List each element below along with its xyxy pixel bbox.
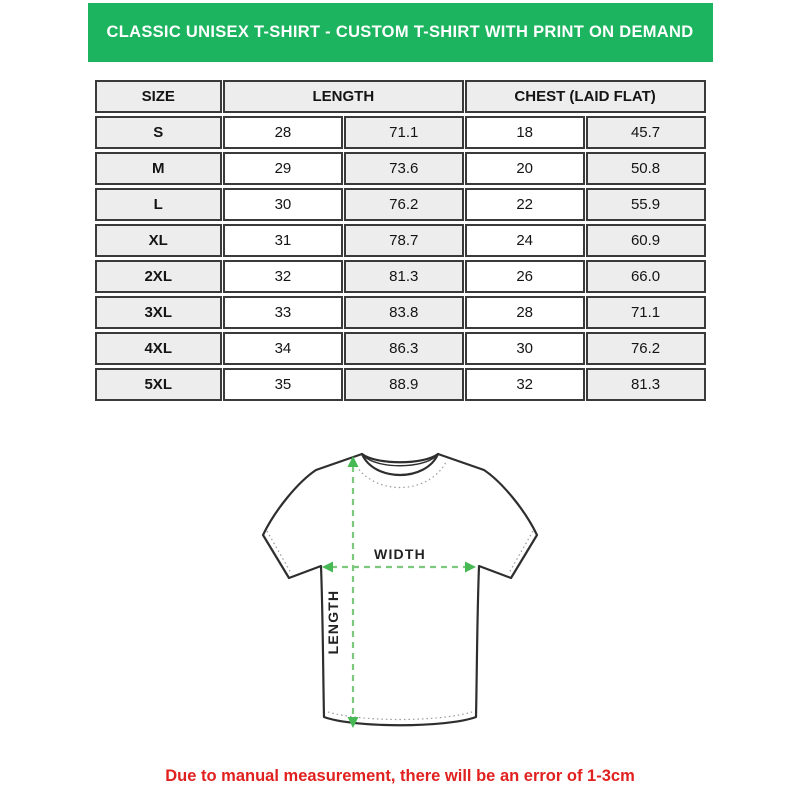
chest-cm-cell: 81.3	[586, 368, 706, 401]
chest-cm-cell: 50.8	[586, 152, 706, 185]
chest-cm-cell: 71.1	[586, 296, 706, 329]
length-in-cell: 33	[223, 296, 343, 329]
length-cm-cell: 76.2	[344, 188, 464, 221]
chest-in-cell: 24	[465, 224, 585, 257]
chest-in-cell: 30	[465, 332, 585, 365]
length-cm-cell: 88.9	[344, 368, 464, 401]
length-in-cell: 31	[223, 224, 343, 257]
table-row	[95, 224, 706, 257]
length-in-cell: 35	[223, 368, 343, 401]
header-row	[95, 80, 706, 113]
chest-in-cell: 26	[465, 260, 585, 293]
length-in-cell: 32	[223, 260, 343, 293]
length-label: LENGTH	[325, 589, 341, 655]
length-in-cell: 28	[223, 116, 343, 149]
size-chart-table	[94, 77, 707, 404]
size-cell: L	[95, 188, 222, 221]
length-cm-cell: 73.6	[344, 152, 464, 185]
size-cell: 2XL	[95, 260, 222, 293]
title-banner	[88, 3, 713, 62]
length-cm-cell: 83.8	[344, 296, 464, 329]
length-in-cell: 34	[223, 332, 343, 365]
size-cell: S	[95, 116, 222, 149]
page-title: CLASSIC UNISEX T-SHIRT - CUSTOM T-SHIRT WITH PRINT ON DEMAND	[106, 23, 694, 41]
length-cm-cell: 71.1	[344, 116, 464, 149]
chest-in-cell: 32	[465, 368, 585, 401]
length-cm-cell: 81.3	[344, 260, 464, 293]
length-in-cell: 30	[223, 188, 343, 221]
length-cm-cell: 78.7	[344, 224, 464, 257]
size-cell: 3XL	[95, 296, 222, 329]
chest-cm-cell: 66.0	[586, 260, 706, 293]
chest-in-cell: 28	[465, 296, 585, 329]
table-row	[95, 152, 706, 185]
size-cell: 4XL	[95, 332, 222, 365]
table-row	[95, 188, 706, 221]
chest-in-cell: 20	[465, 152, 585, 185]
chest-in-cell: 22	[465, 188, 585, 221]
chest-cm-cell: 60.9	[586, 224, 706, 257]
measurement-note: Due to manual measurement, there will be an error of 1-3cm	[165, 767, 635, 785]
table-row	[95, 332, 706, 365]
length-in-cell: 29	[223, 152, 343, 185]
tshirt-measurement-diagram	[250, 430, 550, 755]
chest-cm-cell: 76.2	[586, 332, 706, 365]
width-label: WIDTH	[374, 546, 426, 562]
table-row	[95, 260, 706, 293]
tshirt-outline	[263, 454, 537, 725]
chest-cm-cell: 55.9	[586, 188, 706, 221]
column-header-chest: CHEST (LAID FLAT)	[465, 80, 706, 113]
size-cell: XL	[95, 224, 222, 257]
column-header-length: LENGTH	[223, 80, 464, 113]
table-row	[95, 296, 706, 329]
length-cm-cell: 86.3	[344, 332, 464, 365]
column-header-size: SIZE	[95, 80, 222, 113]
size-chart-table-container	[94, 77, 707, 404]
table-row	[95, 116, 706, 149]
chest-cm-cell: 45.7	[586, 116, 706, 149]
chest-in-cell: 18	[465, 116, 585, 149]
size-cell: M	[95, 152, 222, 185]
table-row	[95, 368, 706, 401]
tshirt-diagram-svg	[250, 430, 550, 755]
size-cell: 5XL	[95, 368, 222, 401]
